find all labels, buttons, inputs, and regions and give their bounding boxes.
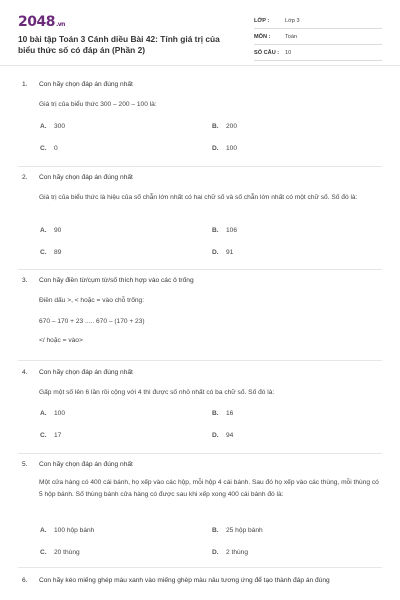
meta-value: Lớp 3: [285, 18, 300, 24]
question-text: Một cửa hàng có 400 cái bánh, họ xếp vào các hộp, mỗi hộp 4 cái bánh. Sau đó họ xếp vào các thùng, mỗi thùng có 5 hộp bánh. Số thùng bánh cửa hàng có được sau khi xếp xong 400 cái bánh đó là:: [39, 479, 379, 498]
question-divider: [18, 567, 382, 568]
question-number: 3.: [22, 277, 28, 284]
answer-option-b[interactable]: B. 200: [212, 123, 238, 130]
question-text-line: Điền dấu >, < hoặc = vào chỗ trống:: [39, 297, 145, 304]
question-text: Giá trị của biểu thức 300 – 200 – 100 là:: [39, 101, 157, 108]
meta-row-subject: [254, 30, 382, 45]
logo-suffix: .vn: [55, 21, 65, 28]
question-divider: [18, 360, 382, 361]
answer-option-b[interactable]: B. 16: [212, 410, 234, 417]
answer-option-a[interactable]: A. 100 hộp bánh: [40, 527, 95, 534]
question-instruction: Con hãy chọn đáp án đúng nhất: [39, 174, 133, 181]
question-header: [22, 575, 382, 586]
document-meta: [254, 14, 382, 61]
question-header: [22, 369, 133, 376]
meta-row-question-count: [254, 46, 382, 61]
answer-option-c[interactable]: C. 0: [40, 145, 58, 152]
question-instruction: Con hãy điền từ/cụm từ/số thích hợp vào các ô trống: [39, 277, 194, 284]
meta-value: 10: [285, 50, 292, 56]
answer-option-c[interactable]: C. 17: [40, 432, 62, 439]
question-header: [22, 461, 133, 468]
question-divider: [18, 453, 382, 454]
answer-option-a[interactable]: A. 300: [40, 123, 66, 130]
meta-label: LỚP :: [254, 18, 270, 24]
question-header: [22, 277, 194, 284]
question-number: 4.: [22, 369, 28, 376]
meta-label: MÔN :: [254, 34, 271, 40]
meta-row-class: [254, 14, 382, 29]
question-instruction: Con hãy chọn đáp án đúng nhất: [39, 369, 133, 376]
question-number: 2.: [22, 174, 28, 181]
answer-option-b[interactable]: B. 25 hộp bánh: [212, 527, 263, 534]
document-title: 10 bài tập Toán 3 Cánh diều Bài 42: Tính giá trị của biểu thức số có đáp án (Phần 2): [18, 34, 220, 55]
question-header: [22, 174, 133, 181]
answer-option-a[interactable]: A. 90: [40, 227, 62, 234]
question-instruction: Con hãy chọn đáp án đúng nhất: [39, 461, 133, 468]
answer-option-d[interactable]: D. 2 thùng: [212, 549, 248, 556]
document-header: [0, 0, 400, 66]
meta-value: Toán: [285, 34, 298, 40]
question-instruction: Con hãy kéo miếng ghép màu xanh vào miếng ghép màu nâu tương ứng để tạo thành đáp án đúng: [39, 577, 330, 584]
question-text: Gấp một số lên 6 lần rồi cộng với 4 thì được số nhỏ nhất có ba chữ số. Số đó là:: [39, 389, 275, 396]
answer-option-d[interactable]: D. 94: [212, 432, 234, 439]
question-instruction: Con hãy chọn đáp án đúng nhất: [39, 81, 133, 88]
answer-option-d[interactable]: D. 91: [212, 249, 234, 256]
site-logo[interactable]: 2048.vn: [18, 14, 65, 30]
fill-in-expression[interactable]: 670 – 170 + 23 ..... 670 – (170 + 23): [39, 318, 145, 325]
question-divider: [18, 166, 382, 167]
meta-label: SỐ CÂU :: [254, 50, 280, 56]
answer-option-b[interactable]: B. 106: [212, 227, 238, 234]
question-number: 6.: [22, 577, 28, 584]
answer-option-c[interactable]: C. 89: [40, 249, 62, 256]
answer-option-c[interactable]: C. 20 thùng: [40, 549, 80, 556]
question-divider: [18, 269, 382, 270]
answer-option-a[interactable]: A. 100: [40, 410, 66, 417]
question-number: 5.: [22, 461, 28, 468]
question-header: [22, 81, 133, 88]
question-text: Giá trị của biểu thức là hiệu của số chẵn lớn nhất có hai chữ số và số chẵn lớn nhất có một chữ số. Số đó là:: [39, 194, 358, 201]
question-hint: </ hoặc = vào>: [39, 337, 83, 344]
answer-option-d[interactable]: D. 100: [212, 145, 238, 152]
question-number: 1.: [22, 81, 28, 88]
